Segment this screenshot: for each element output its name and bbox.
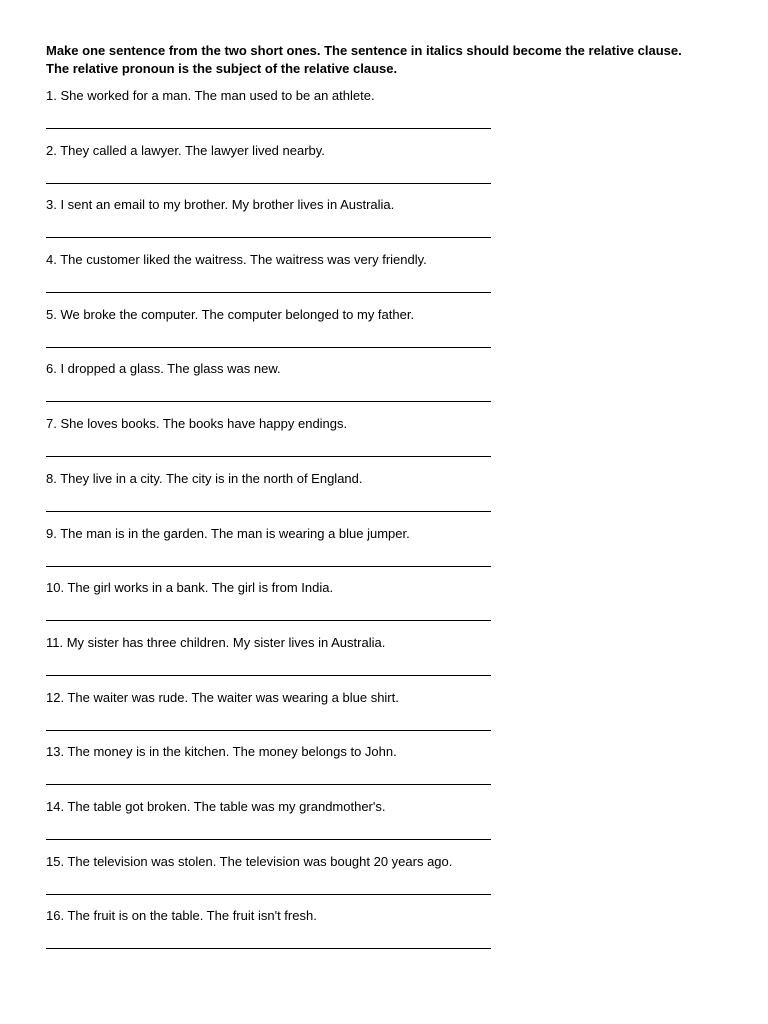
answer-line[interactable] xyxy=(46,511,491,512)
exercise-prompt: 8. They live in a city. The city is in the north of England. xyxy=(46,470,363,486)
exercise-item xyxy=(46,86,506,141)
exercise-item xyxy=(46,688,506,743)
exercise-item xyxy=(46,305,506,360)
exercise-prompt: 16. The fruit is on the table. The fruit isn't fresh. xyxy=(46,908,317,924)
answer-line[interactable] xyxy=(46,566,491,567)
answer-line[interactable] xyxy=(46,401,491,402)
exercise-prompt: 3. I sent an email to my brother. My brother lives in Australia. xyxy=(46,197,395,213)
exercise-prompt: 2. They called a lawyer. The lawyer lived nearby. xyxy=(46,142,325,158)
answer-line[interactable] xyxy=(46,456,491,457)
exercise-item xyxy=(46,469,506,524)
exercise-prompt: 10. The girl works in a bank. The girl is from India. xyxy=(46,580,334,596)
exercise-prompt: 11. My sister has three children. My sister lives in Australia. xyxy=(46,634,386,650)
answer-line[interactable] xyxy=(46,128,491,129)
exercise-item xyxy=(46,742,506,797)
answer-line[interactable] xyxy=(46,237,491,238)
answer-line[interactable] xyxy=(46,292,491,293)
answer-line[interactable] xyxy=(46,894,491,895)
exercise-prompt: 15. The television was stolen. The television was bought 20 years ago. xyxy=(46,853,453,869)
exercise-prompt: 4. The customer liked the waitress. The waitress was very friendly. xyxy=(46,252,427,268)
exercise-item xyxy=(46,195,506,250)
exercise-item xyxy=(46,359,506,414)
exercise-prompt: 6. I dropped a glass. The glass was new. xyxy=(46,361,281,377)
answer-line[interactable] xyxy=(46,183,491,184)
exercise-item xyxy=(46,578,506,633)
instructions-text: Make one sentence from the two short ones. The sentence in italics should become the relative clause. The relative pronoun is the subject of the relative clause. xyxy=(46,43,682,76)
answer-line[interactable] xyxy=(46,839,491,840)
exercise-item xyxy=(46,250,506,305)
answer-line[interactable] xyxy=(46,347,491,348)
answer-line[interactable] xyxy=(46,675,491,676)
exercise-item xyxy=(46,141,506,196)
exercise-item xyxy=(46,414,506,469)
answer-line[interactable] xyxy=(46,784,491,785)
exercise-item xyxy=(46,524,506,579)
exercise-prompt: 1. She worked for a man. The man used to be an athlete. xyxy=(46,88,375,103)
exercise-prompt: 9. The man is in the garden. The man is wearing a blue jumper. xyxy=(46,525,410,541)
exercise-prompt: 7. She loves books. The books have happy endings. xyxy=(46,416,348,432)
answer-line[interactable] xyxy=(46,620,491,621)
exercise-prompt: 12. The waiter was rude. The waiter was wearing a blue shirt. xyxy=(46,689,399,705)
exercise-list xyxy=(46,86,506,961)
exercise-item xyxy=(46,906,506,961)
exercise-prompt: 5. We broke the computer. The computer belonged to my father. xyxy=(46,306,415,322)
answer-line[interactable] xyxy=(46,730,491,731)
exercise-prompt: 14. The table got broken. The table was my grandmother's. xyxy=(46,798,386,814)
exercise-item xyxy=(46,852,506,907)
exercise-item xyxy=(46,797,506,852)
answer-line[interactable] xyxy=(46,948,491,949)
exercise-item xyxy=(46,633,506,688)
exercise-prompt: 13. The money is in the kitchen. The money belongs to John. xyxy=(46,744,397,760)
